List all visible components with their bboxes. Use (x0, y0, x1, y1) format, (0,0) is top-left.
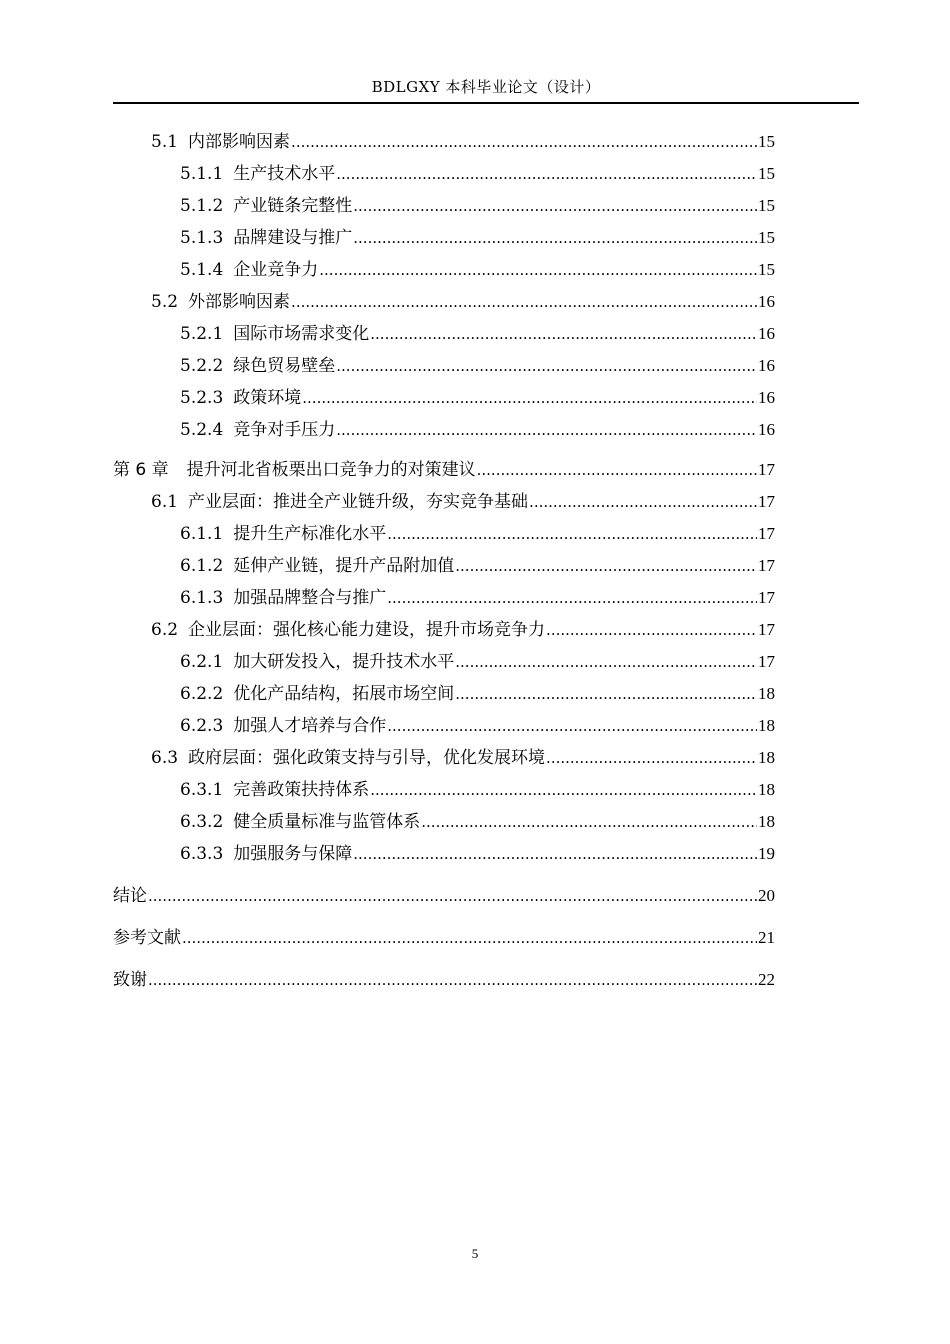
toc-entry-number: 6.3.3 (180, 844, 224, 864)
toc-entry-page: 15 (758, 196, 775, 215)
toc-entry[interactable] (113, 454, 775, 486)
toc-entry-number: 5.1.1 (180, 164, 224, 184)
toc-entry[interactable] (113, 774, 775, 806)
dot-leader (477, 454, 757, 486)
toc-entry[interactable] (113, 646, 775, 678)
dot-leader (148, 880, 757, 912)
toc-entry-number: 6.1.3 (180, 588, 224, 608)
toc-entry-title: 提升河北省板栗出口竞争力的对策建议 (186, 460, 476, 480)
toc-entry-page: 16 (758, 324, 775, 343)
dot-leader (353, 190, 757, 222)
toc-entry-number: 5.2.4 (180, 420, 224, 440)
toc-entry-number: 6.2.1 (180, 652, 224, 672)
toc-entry-page: 20 (758, 886, 775, 905)
toc-entry-page: 16 (758, 388, 775, 407)
toc-entry-number: 6.2 (151, 620, 179, 640)
dot-leader (387, 518, 757, 550)
toc-entry[interactable] (113, 222, 775, 254)
toc-entry-title: 国际市场需求变化 (233, 324, 370, 344)
toc-entry-page: 19 (758, 844, 775, 863)
dot-leader (529, 486, 757, 518)
toc-entry[interactable] (113, 922, 775, 954)
toc-entry-page: 18 (758, 780, 775, 799)
toc-entry[interactable] (113, 318, 775, 350)
toc-entry-title: 加大研发投入，提升技术水平 (233, 652, 455, 672)
dot-leader (387, 710, 757, 742)
toc-entry-number: 6.2.3 (180, 716, 224, 736)
toc-entry-number: 6.3 (151, 748, 179, 768)
dot-leader (455, 550, 757, 582)
toc-entry-title: 生产技术水平 (233, 164, 336, 184)
toc-entry-title: 结论 (113, 886, 147, 906)
toc-entry-page: 15 (758, 260, 775, 279)
toc-entry[interactable] (113, 806, 775, 838)
toc-entry[interactable] (113, 582, 775, 614)
toc-entry-page: 18 (758, 716, 775, 735)
dot-leader (421, 806, 757, 838)
toc-entry-title: 企业层面：强化核心能力建设，提升市场竞争力 (188, 620, 546, 640)
toc-entry-title: 产业链条完整性 (233, 196, 353, 216)
toc-entry-page: 18 (758, 684, 775, 703)
toc-entry[interactable] (113, 518, 775, 550)
toc-entry-number: 6.3.1 (180, 780, 224, 800)
toc-entry[interactable] (113, 254, 775, 286)
toc-entry-number: 5.1.3 (180, 228, 224, 248)
toc-entry[interactable] (113, 414, 775, 446)
toc-entry-title: 加强品牌整合与推广 (233, 588, 387, 608)
toc-entry[interactable] (113, 382, 775, 414)
toc-entry-page: 22 (758, 970, 775, 989)
toc-entry[interactable] (113, 126, 775, 158)
toc-entry[interactable] (113, 286, 775, 318)
toc-entry-page: 17 (758, 588, 775, 607)
dot-leader (387, 582, 757, 614)
toc-entry-title: 政府层面：强化政策支持与引导，优化发展环境 (188, 748, 546, 768)
toc-entry-page: 17 (758, 652, 775, 671)
toc-entry-number: 5.2.2 (180, 356, 224, 376)
toc-entry-page: 16 (758, 356, 775, 375)
toc-entry-title: 健全质量标准与监管体系 (233, 812, 421, 832)
toc-entry-number: 5.1 (151, 132, 179, 152)
toc-entry-page: 17 (758, 492, 775, 511)
toc-entry-page: 17 (758, 460, 775, 479)
dot-leader (370, 774, 757, 806)
toc-entry-page: 16 (758, 292, 775, 311)
toc-entry-title: 企业竞争力 (233, 260, 319, 280)
dot-leader (182, 922, 757, 954)
toc-entry-page: 21 (758, 928, 775, 947)
dot-leader (336, 158, 757, 190)
page-header (113, 76, 859, 104)
dot-leader (291, 286, 757, 318)
dot-leader (319, 254, 757, 286)
dot-leader (291, 126, 757, 158)
toc-entry-title: 加强服务与保障 (233, 844, 353, 864)
toc-entry-number: 6.3.2 (180, 812, 224, 832)
toc-entry[interactable] (113, 838, 775, 870)
toc-entry-title: 参考文献 (113, 928, 181, 948)
toc-entry-number: 5.2 (151, 292, 179, 312)
dot-leader (353, 838, 757, 870)
header-title: BDLGXY 本科毕业论文（设计） (371, 78, 601, 96)
toc-entry-page: 18 (758, 748, 775, 767)
toc-entry-page: 15 (758, 228, 775, 247)
dot-leader (336, 414, 757, 446)
toc-entry-number: 5.1.2 (180, 196, 224, 216)
dot-leader (336, 350, 757, 382)
toc-entry[interactable] (113, 190, 775, 222)
dot-leader (546, 614, 757, 646)
toc-entry-title: 政策环境 (233, 388, 302, 408)
toc-entry-number: 6.2.2 (180, 684, 224, 704)
toc-entry-title: 完善政策扶持体系 (233, 780, 370, 800)
toc-entry[interactable] (113, 742, 775, 774)
dot-leader (370, 318, 757, 350)
toc-entry-title: 竞争对手压力 (233, 420, 336, 440)
toc-entry-page: 17 (758, 524, 775, 543)
toc-entry-page: 17 (758, 620, 775, 639)
toc-entry-title: 致谢 (113, 970, 147, 990)
toc-entry-title: 内部影响因素 (188, 132, 291, 152)
page-number: 5 (471, 1246, 479, 1261)
toc-entry-page: 15 (758, 164, 775, 183)
dot-leader (302, 382, 757, 414)
toc-entry-title: 优化产品结构，拓展市场空间 (233, 684, 455, 704)
toc-entry[interactable] (113, 550, 775, 582)
toc-entry[interactable] (113, 880, 775, 912)
toc-entry-page: 17 (758, 556, 775, 575)
toc-entry-title: 提升生产标准化水平 (233, 524, 387, 544)
toc-entry-number: 6.1.2 (180, 556, 224, 576)
toc-entry-page: 15 (758, 132, 775, 151)
toc-entry-page: 16 (758, 420, 775, 439)
dot-leader (353, 222, 757, 254)
toc-entry[interactable] (113, 614, 775, 646)
toc-entry[interactable] (113, 486, 775, 518)
table-of-contents (113, 126, 775, 996)
toc-entry-number: 5.1.4 (180, 260, 224, 280)
toc-entry-title: 绿色贸易壁垒 (233, 356, 336, 376)
toc-entry-title: 延伸产业链，提升产品附加值 (233, 556, 455, 576)
toc-entry-number: 5.2.1 (180, 324, 224, 344)
toc-entry-title: 品牌建设与推广 (233, 228, 353, 248)
toc-entry-number: 5.2.3 (180, 388, 224, 408)
dot-leader (455, 646, 757, 678)
toc-entry[interactable] (113, 158, 775, 190)
toc-entry-page: 18 (758, 812, 775, 831)
dot-leader (546, 742, 757, 774)
dot-leader (148, 964, 757, 996)
dot-leader (455, 678, 757, 710)
toc-entry[interactable] (113, 964, 775, 996)
toc-entry-number: 第 6 章 (113, 460, 169, 480)
toc-entry[interactable] (113, 710, 775, 742)
toc-entry-number: 6.1 (151, 492, 179, 512)
toc-entry-title: 外部影响因素 (188, 292, 291, 312)
toc-entry[interactable] (113, 350, 775, 382)
toc-entry[interactable] (113, 678, 775, 710)
toc-entry-number: 6.1.1 (180, 524, 224, 544)
toc-entry-title: 加强人才培养与合作 (233, 716, 387, 736)
toc-entry-title: 产业层面：推进全产业链升级，夯实竞争基础 (188, 492, 529, 512)
